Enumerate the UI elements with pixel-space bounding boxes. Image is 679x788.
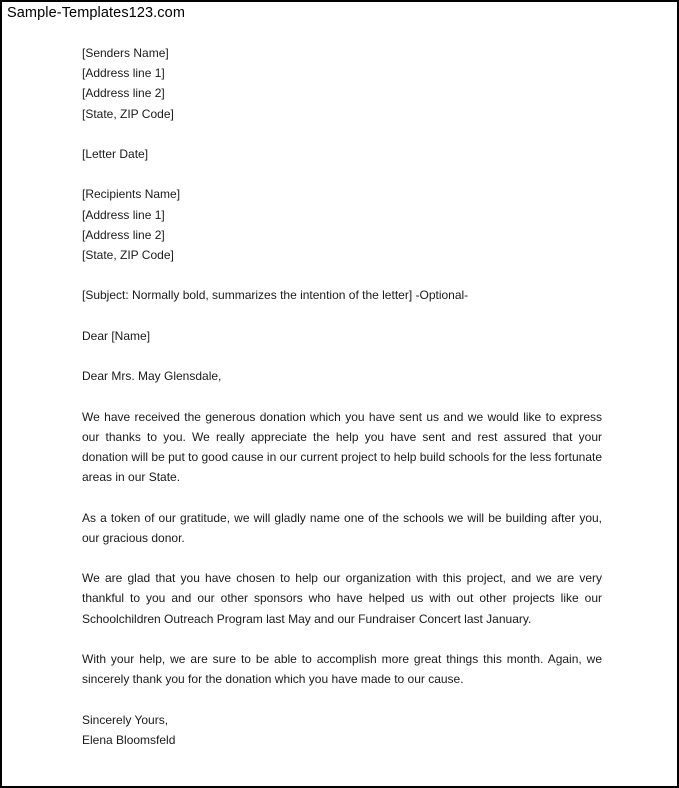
body-paragraph-4: With your help, we are sure to be able to accomplish more great things this month. Again, we sincerely thank you for the donation which you have made to our cause. <box>82 651 602 687</box>
body-paragraph-2: As a token of our gratitude, we will gladly name one of the schools we will be building after you, our gracious donor. <box>82 510 602 545</box>
sender-address-line-1: [Address line 1] <box>82 66 165 81</box>
subject-line: [Subject: Normally bold, summarizes the intention of the letter] -Optional- <box>82 288 469 303</box>
body-paragraph-1: We have received the generous donation which you have sent us and we would like to express our thanks to you. We really appreciate the help you have sent and rest assured that your donation will be put to good cause in our current project to help build schools for the less fortunate areas in our State. <box>82 409 602 485</box>
signature-name: Elena Bloomsfeld <box>82 732 176 747</box>
recipient-address-line-1: [Address line 1] <box>82 207 165 222</box>
recipient-address-line-2: [Address line 2] <box>82 227 165 242</box>
recipient-name: [Recipients Name] <box>82 187 181 202</box>
closing: Sincerely Yours, <box>82 712 169 727</box>
salutation: Dear Mrs. May Glensdale, <box>82 369 222 384</box>
sender-name: [Senders Name] <box>82 46 169 60</box>
letter-date: [Letter Date] <box>82 147 149 161</box>
body-paragraph-3: We are glad that you have chosen to help our organization with this project, and we are very thankful to you and our other sponsors who have helped us with out other projects like our Schoolchildren Outreach Program last May and our Fundraiser Concert last January. <box>82 571 602 626</box>
sender-block <box>82 43 602 124</box>
sender-state-zip: [State, ZIP Code] <box>82 106 174 121</box>
recipient-state-zip: [State, ZIP Code] <box>82 248 174 262</box>
letter-body <box>82 43 602 750</box>
salutation-template: Dear [Name] <box>82 328 151 343</box>
recipient-block <box>82 184 602 265</box>
sender-address-line-2: [Address line 2] <box>82 86 165 101</box>
site-watermark: Sample-Templates123.com <box>7 5 185 21</box>
